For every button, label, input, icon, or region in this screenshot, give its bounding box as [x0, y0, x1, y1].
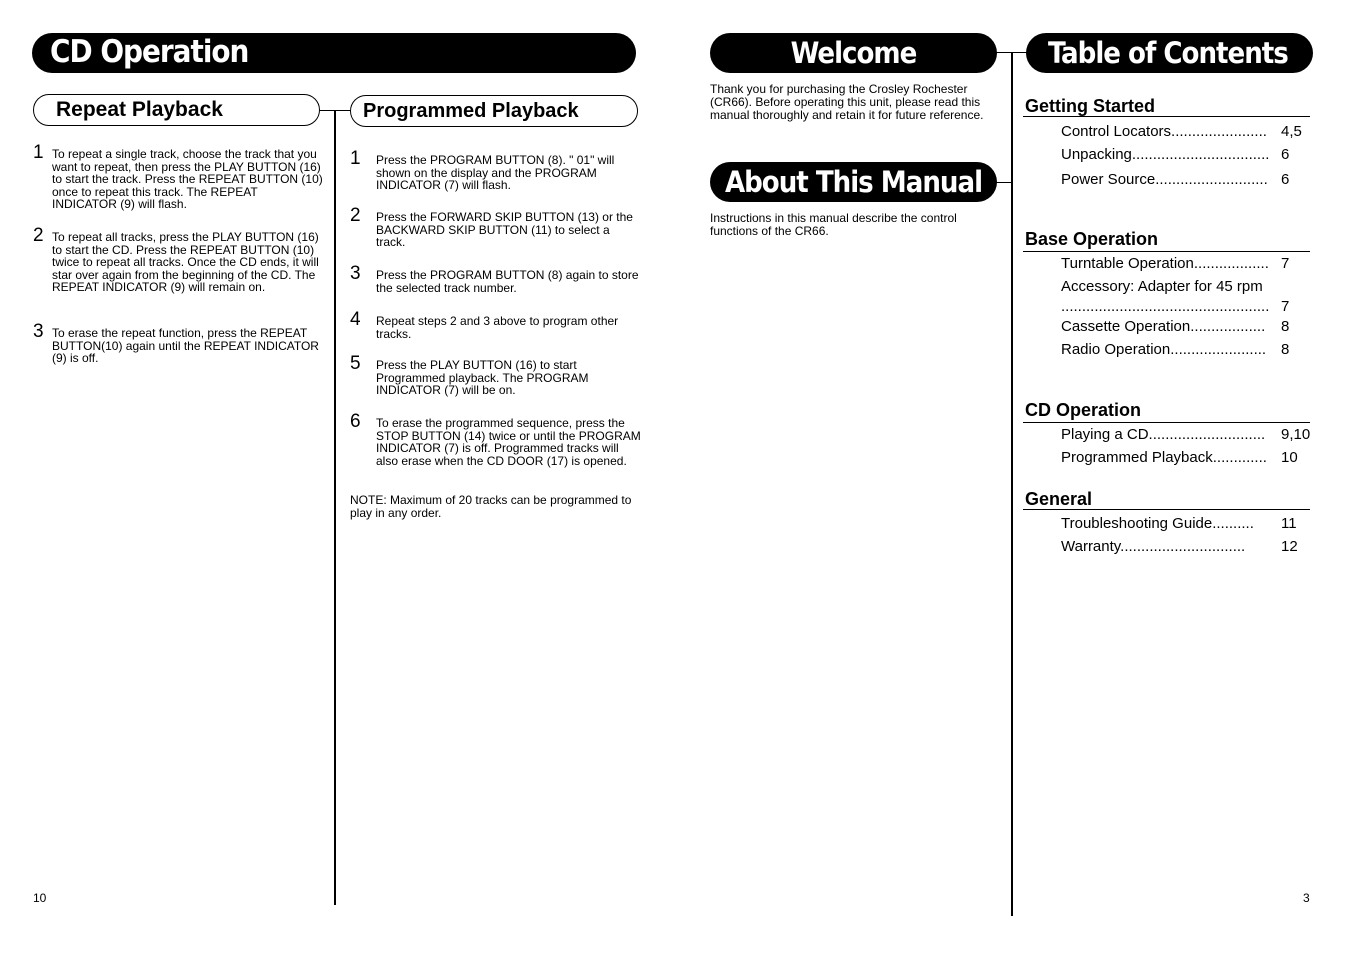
- toc-page-number: 11: [1281, 515, 1297, 532]
- toc-page-number: 12: [1281, 538, 1298, 555]
- program-step-number: 4: [350, 309, 361, 330]
- programmed-playback-label: Programmed Playback: [363, 100, 579, 122]
- repeat-playback-heading: [33, 94, 320, 126]
- left-page-divider: [334, 110, 336, 905]
- toc-entry[interactable]: Control Locators.......................: [1061, 123, 1267, 140]
- toc-page-number: 8: [1281, 318, 1290, 335]
- program-step-text: To erase the programmed sequence, press the STOP BUTTON (14) twice or until the PROGRAM INDICATOR (7) is off. Programmed tracks will also erase when the CD DOOR (17) is opened.: [376, 416, 641, 468]
- toc-entry[interactable]: Accessory: Adapter for 45 rpm: [1061, 278, 1263, 295]
- toc-entry[interactable]: Unpacking.................................: [1061, 146, 1270, 163]
- program-step-text: Press the PROGRAM BUTTON (8) again to store the selected track number.: [376, 268, 639, 295]
- repeat-step-number: 2: [33, 225, 44, 246]
- toc-page-number: 7: [1281, 298, 1290, 315]
- toc-entry[interactable]: Turntable Operation..................: [1061, 255, 1269, 272]
- toc-section-rule: [1023, 509, 1310, 510]
- toc-page-number: 7: [1281, 255, 1290, 272]
- welcome-text: Thank you for purchasing the Crosley Rochester (CR66). Before operating this unit, please read this manual thoroughly and retain it for future reference.: [710, 82, 984, 122]
- toc-section-heading: Base Operation: [1025, 229, 1159, 249]
- toc-entry[interactable]: Cassette Operation..................: [1061, 318, 1266, 335]
- toc-section-heading: CD Operation: [1025, 400, 1142, 420]
- toc-section-heading: Getting Started: [1025, 96, 1156, 116]
- program-step-number: 6: [350, 411, 361, 432]
- repeat-step-text: To repeat a single track, choose the track that you want to repeat, then press the PLAY BUTTON (16) to start the track. Press the REPEAT BUTTON (10) once to repeat this track. The REPEAT INDICATOR (9) will flash.: [52, 147, 323, 212]
- program-step-text: Press the FORWARD SKIP BUTTON (13) or the BACKWARD SKIP BUTTON (11) to select a track.: [376, 210, 633, 250]
- program-step-number: 3: [350, 263, 361, 284]
- repeat-step-number: 3: [33, 321, 44, 342]
- toc-entry[interactable]: Warranty..............................: [1061, 538, 1246, 555]
- welcome-title: Welcome: [790, 36, 917, 70]
- cd-operation-title: CD Operation: [50, 34, 249, 70]
- toc-section-rule: [1023, 422, 1310, 423]
- left-page-number: 10: [33, 891, 47, 905]
- about-text: Instructions in this manual describe the control functions of the CR66.: [710, 211, 957, 238]
- toc-entry[interactable]: Playing a CD............................: [1061, 426, 1266, 443]
- toc-page-number: 8: [1281, 341, 1290, 358]
- program-step-number: 1: [350, 148, 361, 169]
- program-step-text: Press the PLAY BUTTON (16) to start Programmed playback. The PROGRAM INDICATOR (7) will be on.: [376, 358, 589, 398]
- toc-entry[interactable]: Radio Operation.......................: [1061, 341, 1267, 358]
- program-note: NOTE: Maximum of 20 tracks can be programmed to play in any order.: [350, 493, 632, 520]
- toc-banner: [1026, 33, 1313, 73]
- toc-entry[interactable]: Troubleshooting Guide..........: [1061, 515, 1254, 532]
- toc-section-rule: [1023, 251, 1310, 252]
- program-step-text: Repeat steps 2 and 3 above to program other tracks.: [376, 314, 619, 341]
- programmed-playback-heading: [350, 95, 638, 127]
- repeat-step-text: To erase the repeat function, press the REPEAT BUTTON(10) again until the REPEAT INDICATOR (9) is off.: [52, 326, 319, 366]
- repeat-step-text: To repeat all tracks, press the PLAY BUTTON (16) to start the CD. Press the REPEAT BUTTON (10) twice to repeat all tracks. Once the CD ends, it will star over again from the beginning of the CD. The REPEAT INDICATOR (9) will remain on.: [52, 230, 319, 295]
- toc-page-number: 10: [1281, 449, 1298, 466]
- toc-entry[interactable]: Power Source...........................: [1061, 171, 1268, 188]
- program-step-text: Press the PROGRAM BUTTON (8). " 01" will shown on the display and the PROGRAM INDICATOR (7) will flash.: [376, 153, 615, 193]
- toc-page-number: 6: [1281, 171, 1290, 188]
- cd-operation-banner: [32, 33, 636, 73]
- about-connector: [996, 182, 1012, 183]
- toc-page-number: 4,5: [1281, 123, 1302, 140]
- about-banner: [710, 162, 997, 202]
- repeat-step-number: 1: [33, 142, 44, 163]
- about-title: About This Manual: [724, 165, 983, 199]
- toc-section-rule: [1023, 116, 1310, 117]
- repeat-heading-connector: [319, 110, 351, 111]
- welcome-connector: [996, 52, 1028, 53]
- welcome-banner: [710, 33, 997, 73]
- repeat-playback-label: Repeat Playback: [56, 98, 223, 121]
- toc-title: Table of Contents: [1048, 36, 1288, 70]
- toc-page-number: 9,10: [1281, 426, 1311, 443]
- toc-entry[interactable]: ..................................................: [1061, 298, 1270, 315]
- toc-entry[interactable]: Programmed Playback.............: [1061, 449, 1267, 466]
- program-step-number: 2: [350, 205, 361, 226]
- program-step-number: 5: [350, 353, 361, 374]
- toc-section-heading: General: [1025, 489, 1093, 509]
- right-page-number: 3: [1303, 891, 1310, 905]
- toc-page-number: 6: [1281, 146, 1290, 163]
